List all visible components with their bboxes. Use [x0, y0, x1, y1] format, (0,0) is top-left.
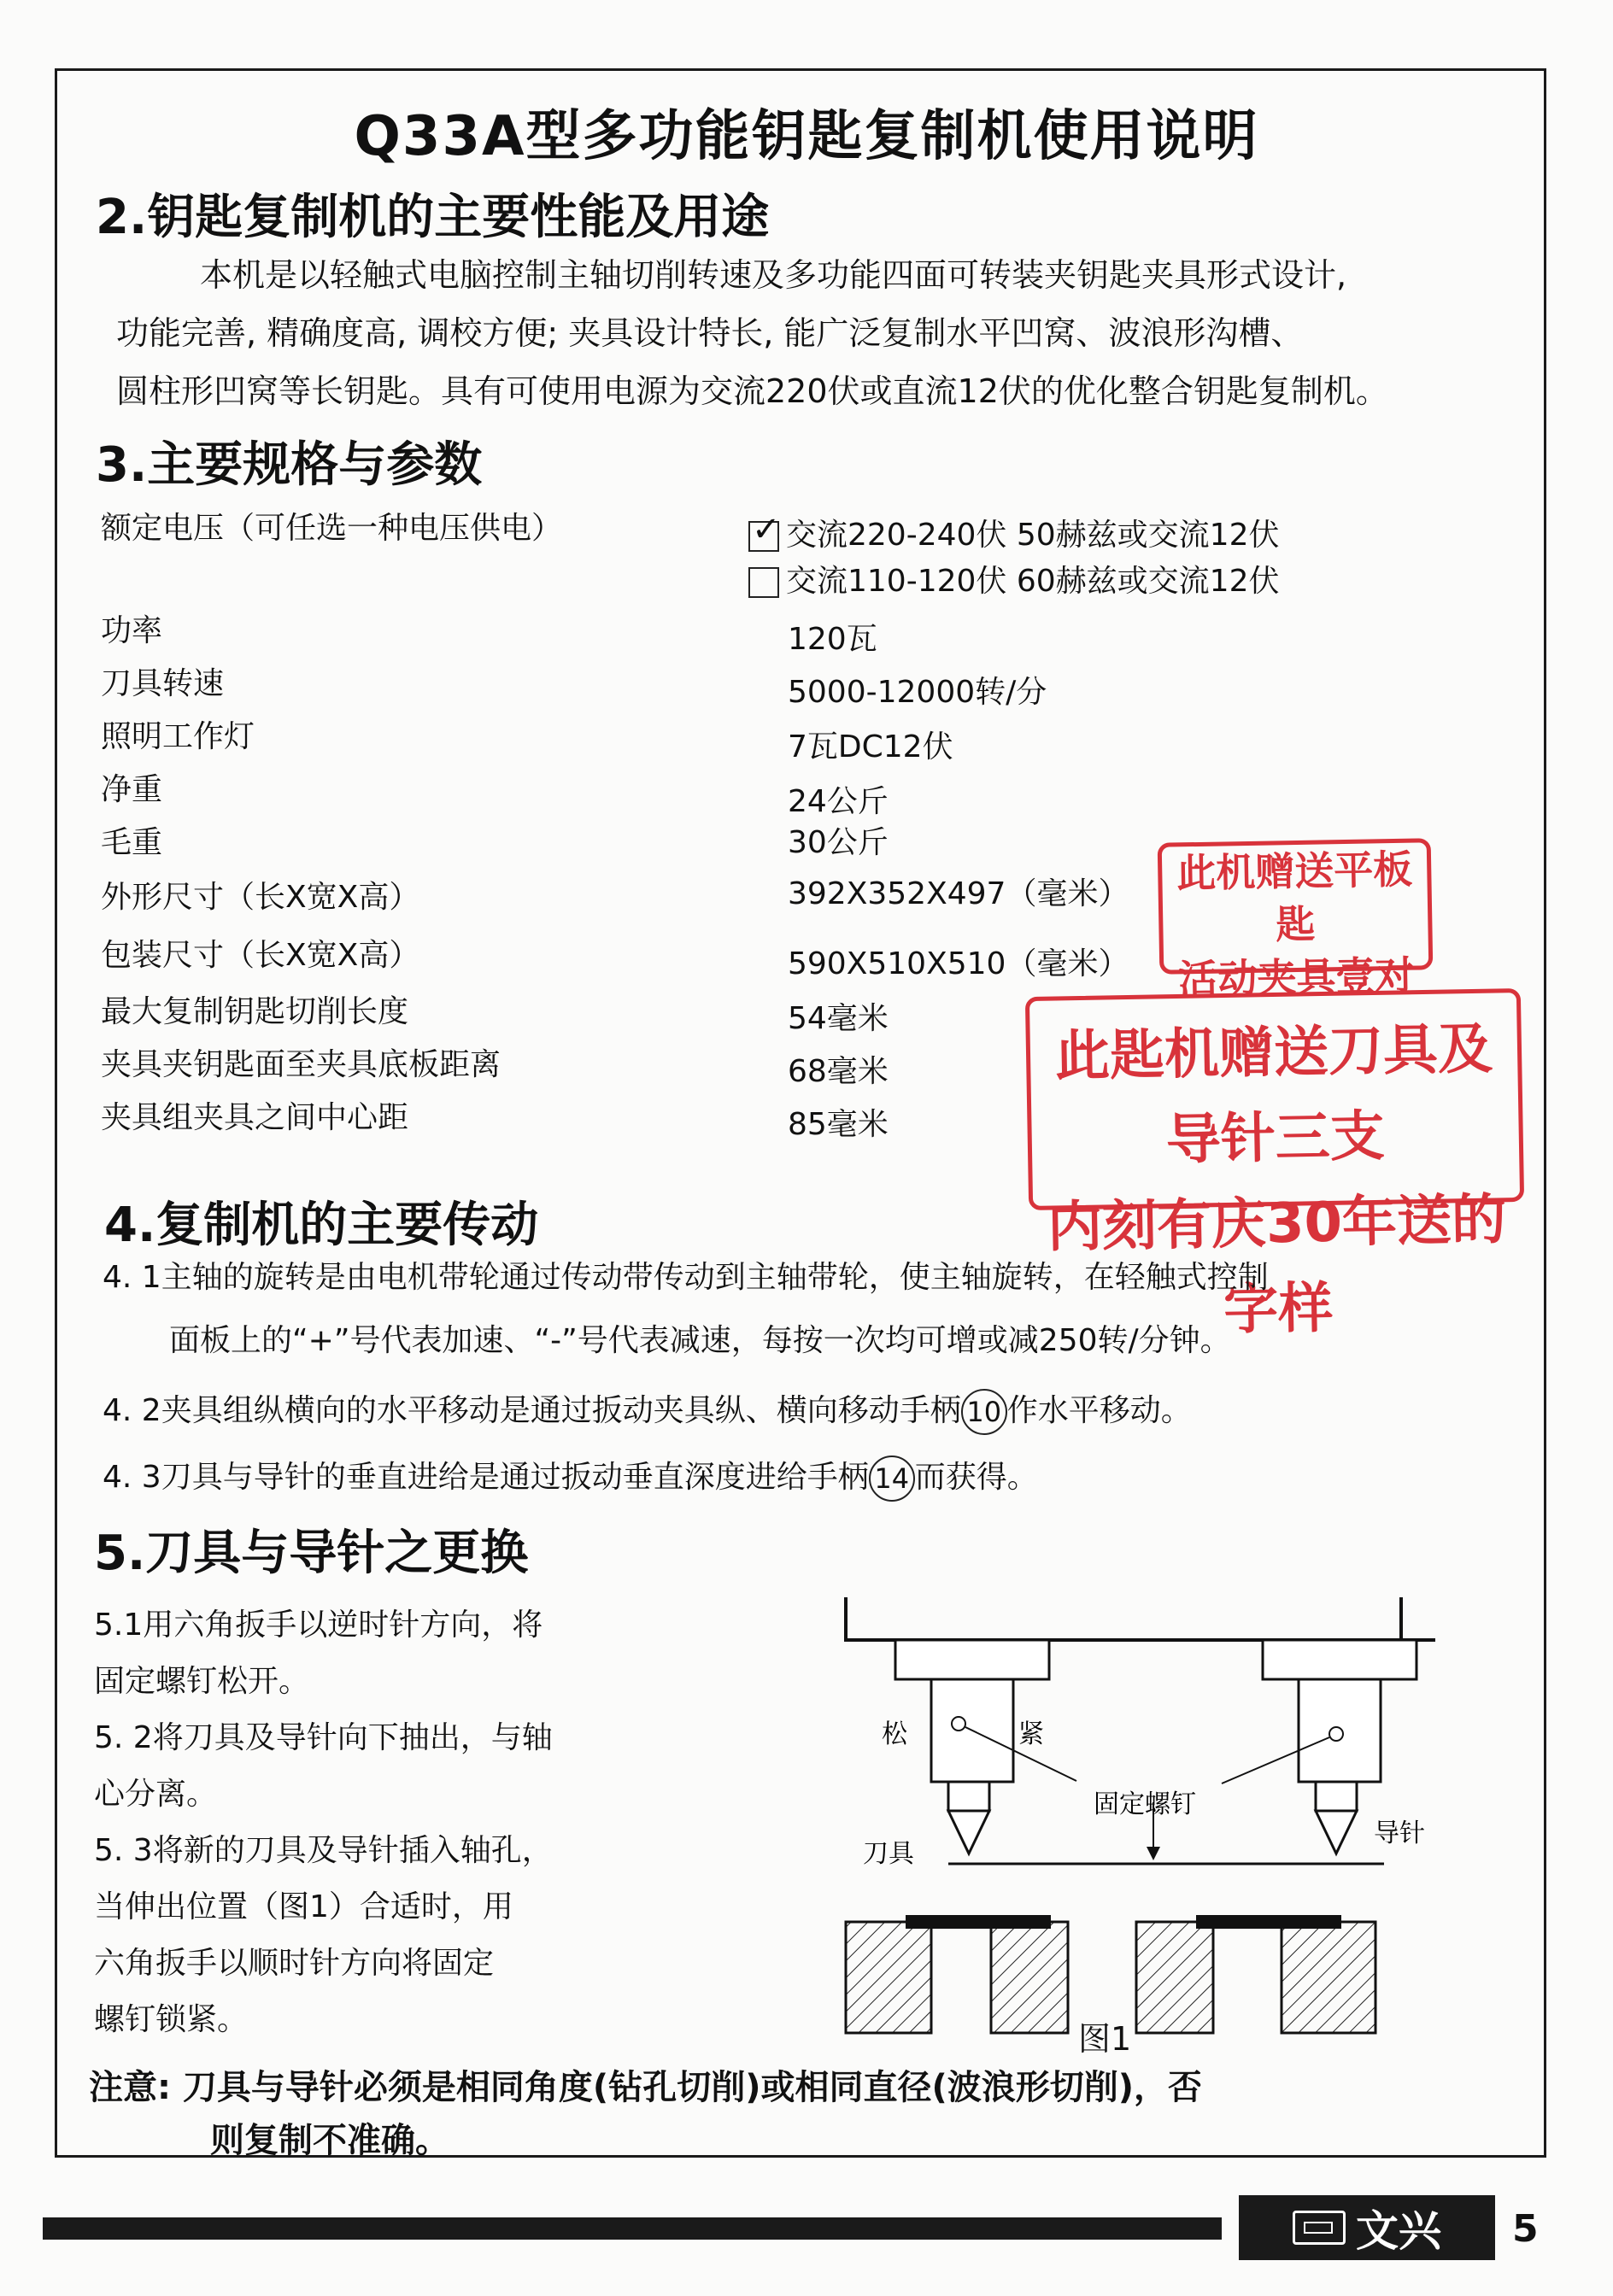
- handle-number-10: 10: [961, 1389, 1007, 1435]
- warning-note: [89, 2060, 1202, 2109]
- voltage-option-1-checkbox[interactable]: [748, 521, 779, 552]
- gift-stamp-small: [1158, 838, 1434, 1003]
- section-5-line: 5. 2将刀具及导针向下抽出，与轴: [94, 1720, 553, 1755]
- spec-value: 30公斤: [788, 825, 889, 860]
- spec-value: 85毫米: [788, 1107, 889, 1142]
- footer-bar: [43, 2217, 1222, 2240]
- guide-pin-label: 导针: [1374, 1819, 1425, 1848]
- warning-note-line-2: 则复制不准确。: [210, 2121, 449, 2160]
- gift-stamp-small-line-1: 此机赠送平板匙: [1176, 846, 1413, 948]
- spec-label: 照明工作灯: [101, 719, 255, 754]
- spec-label: 夹具组夹具之间中心距: [101, 1100, 409, 1135]
- spec-value: 68毫米: [788, 1054, 889, 1089]
- section-4-para-2: [103, 1380, 1192, 1442]
- section-5-heading: 5.刀具与导针之更换: [94, 1526, 529, 1581]
- voltage-option-2: [748, 557, 1279, 600]
- spec-value: 24公斤: [788, 784, 889, 819]
- voltage-option-1-text: 交流220-240伏 50赫兹或交流12伏: [786, 518, 1280, 553]
- gift-stamp-large-line-2: 内刻有庆30年送的字样: [1047, 1188, 1507, 1343]
- section-5-line: 当伸出位置（图1）合适时，用: [94, 1889, 513, 1924]
- section-5-line: 5. 3将新的刀具及导针插入轴孔，: [94, 1833, 553, 1868]
- figure-caption: 图1: [1078, 2020, 1132, 2058]
- section-5-line: 螺钉锁紧。: [94, 2002, 249, 2037]
- warning-note-line-1: 刀具与导针必须是相同角度(钻孔切削)或相同直径(波浪形切削)，否: [182, 2068, 1203, 2107]
- handle-number-14: 14: [869, 1456, 915, 1502]
- spec-value: 590X510X510（毫米）: [788, 946, 1129, 981]
- key-icon: [1293, 2211, 1346, 2245]
- section-4-para-2-tail: 作水平移动。: [1006, 1393, 1192, 1428]
- section-5-line: 六角扳手以顺时针方向将固定: [94, 1946, 495, 1981]
- page-number: 5: [1512, 2207, 1539, 2251]
- gift-stamp-large-line-1: 此匙机赠送刀具及导针三支: [1054, 1017, 1493, 1173]
- section-5-line: 5.1用六角扳手以逆时针方向，将: [94, 1608, 543, 1643]
- section-2-line-3: 圆柱形凹窝等长钥匙。具有可使用电源为交流220伏或直流12伏的优化整合钥匙复制机。: [116, 372, 1388, 410]
- section-5-line: 固定螺钉松开。: [94, 1664, 310, 1699]
- spec-value: 7瓦DC12伏: [788, 729, 953, 764]
- spec-value: 392X352X497（毫米）: [788, 876, 1129, 911]
- spec-label: 包装尺寸（长X宽X高）: [101, 938, 420, 973]
- spec-value: 120瓦: [788, 622, 877, 657]
- page-title: Q33A型多功能钥匙复制机使用说明: [354, 105, 1259, 168]
- voltage-option-2-text: 交流110-120伏 60赫兹或交流12伏: [786, 564, 1280, 599]
- spec-label: 夹具夹钥匙面至夹具底板距离: [101, 1047, 501, 1082]
- section-5-text: [94, 1597, 553, 2048]
- spec-label: 功率: [101, 613, 163, 648]
- voltage-label: 额定电压（可任选一种电压供电）: [101, 511, 563, 546]
- section-4-para-2-text: 4. 2夹具组纵横向的水平移动是通过扳动夹具纵、横向移动手柄: [103, 1393, 961, 1428]
- section-4-heading: 4.复制机的主要传动: [104, 1198, 539, 1253]
- spec-label: 净重: [101, 772, 163, 807]
- gift-stamp-small-line-2: 活动夹具壹对: [1177, 952, 1415, 1003]
- section-4-para-1b: 面板上的“+”号代表加速、“-”号代表减速，每按一次均可增或减250转/分钟。: [169, 1323, 1231, 1358]
- brand-name: 文兴: [1356, 2206, 1441, 2256]
- section-3-heading: 3.主要规格与参数: [96, 437, 483, 493]
- spec-value: 5000-12000转/分: [788, 675, 1047, 710]
- section-4-para-3-text: 4. 3刀具与导针的垂直进给是通过扳动垂直深度进给手柄: [103, 1460, 869, 1495]
- section-4-para-3-tail: 而获得。: [914, 1460, 1038, 1495]
- section-4-para-3: [103, 1447, 1038, 1508]
- spec-value: 54毫米: [788, 1001, 889, 1036]
- cutter-label: 刀具: [863, 1839, 914, 1869]
- spec-label: 刀具转速: [101, 666, 225, 701]
- loosen-label: 松: [882, 1719, 907, 1749]
- section-2-heading: 2.钥匙复制机的主要性能及用途: [96, 190, 770, 245]
- brand-logo: [1239, 2195, 1495, 2260]
- tighten-label: 紧: [1018, 1719, 1044, 1749]
- spec-label: 毛重: [101, 825, 163, 860]
- voltage-option-1: [748, 511, 1279, 554]
- cutter-guide-diagram: [820, 1580, 1435, 2059]
- spec-label: 最大复制钥匙切削长度: [101, 994, 409, 1029]
- section-5-line: 心分离。: [94, 1777, 218, 1812]
- set-screw-label: 固定螺钉: [1094, 1789, 1196, 1819]
- voltage-option-2-checkbox[interactable]: [748, 567, 779, 598]
- section-2-line-1: 本机是以轻触式电脑控制主轴切削转速及多功能四面可转装夹钥匙夹具形式设计,: [200, 256, 1347, 294]
- section-4-para-1a: 4. 1主轴的旋转是由电机带轮通过传动带传动到主轴带轮，使主轴旋转，在轻触式控制: [103, 1260, 1269, 1295]
- spec-label: 外形尺寸（长X宽X高）: [101, 880, 420, 915]
- gift-stamp-large: [1025, 988, 1524, 1343]
- warning-note-label: 注意:: [89, 2068, 171, 2107]
- section-2-line-2: 功能完善, 精确度高, 调校方便; 夹具设计特长, 能广泛复制水平凹窝、波浪形沟槽、: [116, 314, 1304, 352]
